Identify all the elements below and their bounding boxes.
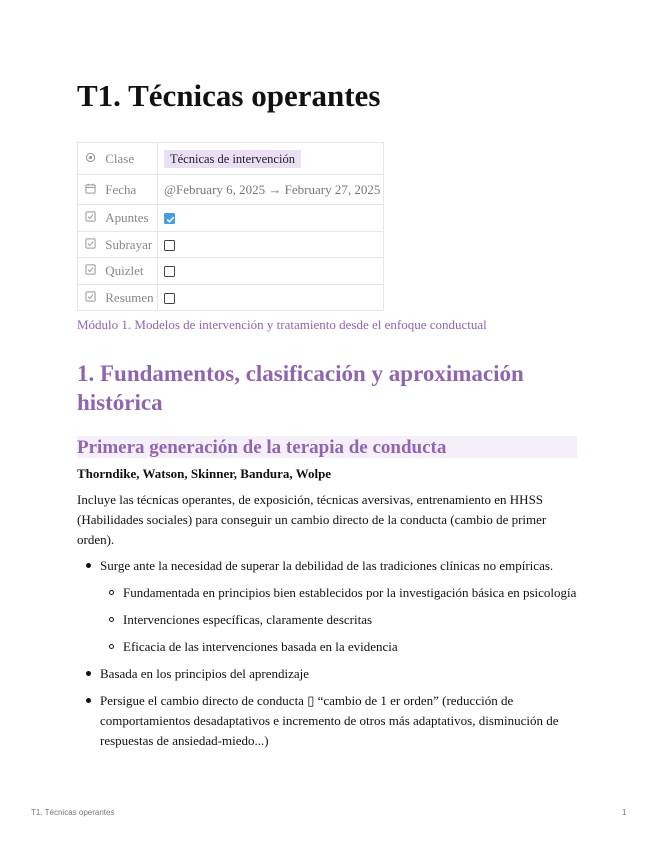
property-row-quizlet — [78, 258, 384, 285]
checkmark-icon — [165, 214, 176, 225]
list-item: Basada en los principios del aprendizaje — [100, 666, 310, 681]
bullet-marker — [86, 563, 91, 568]
property-label: Apuntes — [105, 210, 149, 226]
properties-table — [77, 142, 384, 311]
list-item: Surge ante la necesidad de superar la debilidad de las tradiciones clínicas no empíricas. — [100, 558, 554, 573]
property-row-fecha — [78, 175, 384, 205]
sub-list-item: Intervenciones específicas, claramente descritas — [123, 612, 373, 627]
footer-page-number: 1 — [622, 808, 627, 817]
property-row-clase — [78, 143, 384, 175]
sub-list-item: Fundamentada en principios bien establecidos por la investigación básica en psicología — [123, 585, 577, 600]
checkbox-icon — [85, 211, 96, 222]
date-range-value[interactable]: @February 6, 2025 → February 27, 2025 — [164, 181, 381, 197]
calendar-icon — [85, 183, 96, 194]
quizlet-checkbox[interactable] — [164, 266, 175, 277]
property-label: Clase — [105, 151, 135, 166]
sub-list-item: Eficacia de las intervenciones basada en la evidencia — [123, 639, 398, 654]
subsection-heading: Primera generación de la terapia de conducta — [77, 437, 447, 458]
bullet-marker — [86, 698, 91, 703]
class-tag[interactable]: Técnicas de intervención — [164, 150, 301, 168]
sub-bullet-marker — [109, 617, 114, 622]
section-heading: 1. Fundamentos, clasificación y aproximación histórica — [77, 361, 524, 415]
page-title: T1. Técnicas operantes — [77, 78, 381, 113]
list-item: Persigue el cambio directo de conducta ▯ “cambio de 1 er orden” (reducción de comportamientos desadaptativos e incremento de otros más adaptativos, disminución de respuestas de ansiedad-miedo...) — [100, 693, 559, 748]
checkbox-icon — [85, 291, 96, 302]
subrayar-checkbox[interactable] — [164, 240, 175, 251]
property-label: Quizlet — [105, 263, 144, 279]
property-label: Fecha — [105, 182, 137, 197]
intro-paragraph: Incluye las técnicas operantes, de exposición, técnicas aversivas, entrenamiento en HHSS (Habilidades sociales) para conseguir un cambio directo de la conducta (cambio de primer orden). — [77, 492, 547, 547]
resumen-checkbox[interactable] — [164, 293, 175, 304]
property-label: Subrayar — [105, 236, 153, 252]
checkbox-icon — [85, 238, 96, 249]
authors-line: Thorndike, Watson, Skinner, Bandura, Wolpe — [77, 466, 332, 481]
checkbox-icon — [85, 264, 96, 275]
sub-bullet-marker — [109, 644, 114, 649]
module-link[interactable]: Módulo 1. Modelos de intervención y tratamiento desde el enfoque conductual — [77, 317, 487, 332]
property-row-subrayar — [78, 231, 384, 258]
circle-dot-icon — [85, 152, 96, 163]
property-label: Resumen — [105, 289, 154, 305]
sub-bullet-marker — [109, 590, 114, 595]
footer-title: T1. Técnicas operantes — [31, 808, 115, 817]
property-row-resumen — [78, 284, 384, 311]
apuntes-checkbox[interactable] — [164, 213, 175, 224]
bullet-marker — [86, 671, 91, 676]
property-row-apuntes — [78, 205, 384, 232]
